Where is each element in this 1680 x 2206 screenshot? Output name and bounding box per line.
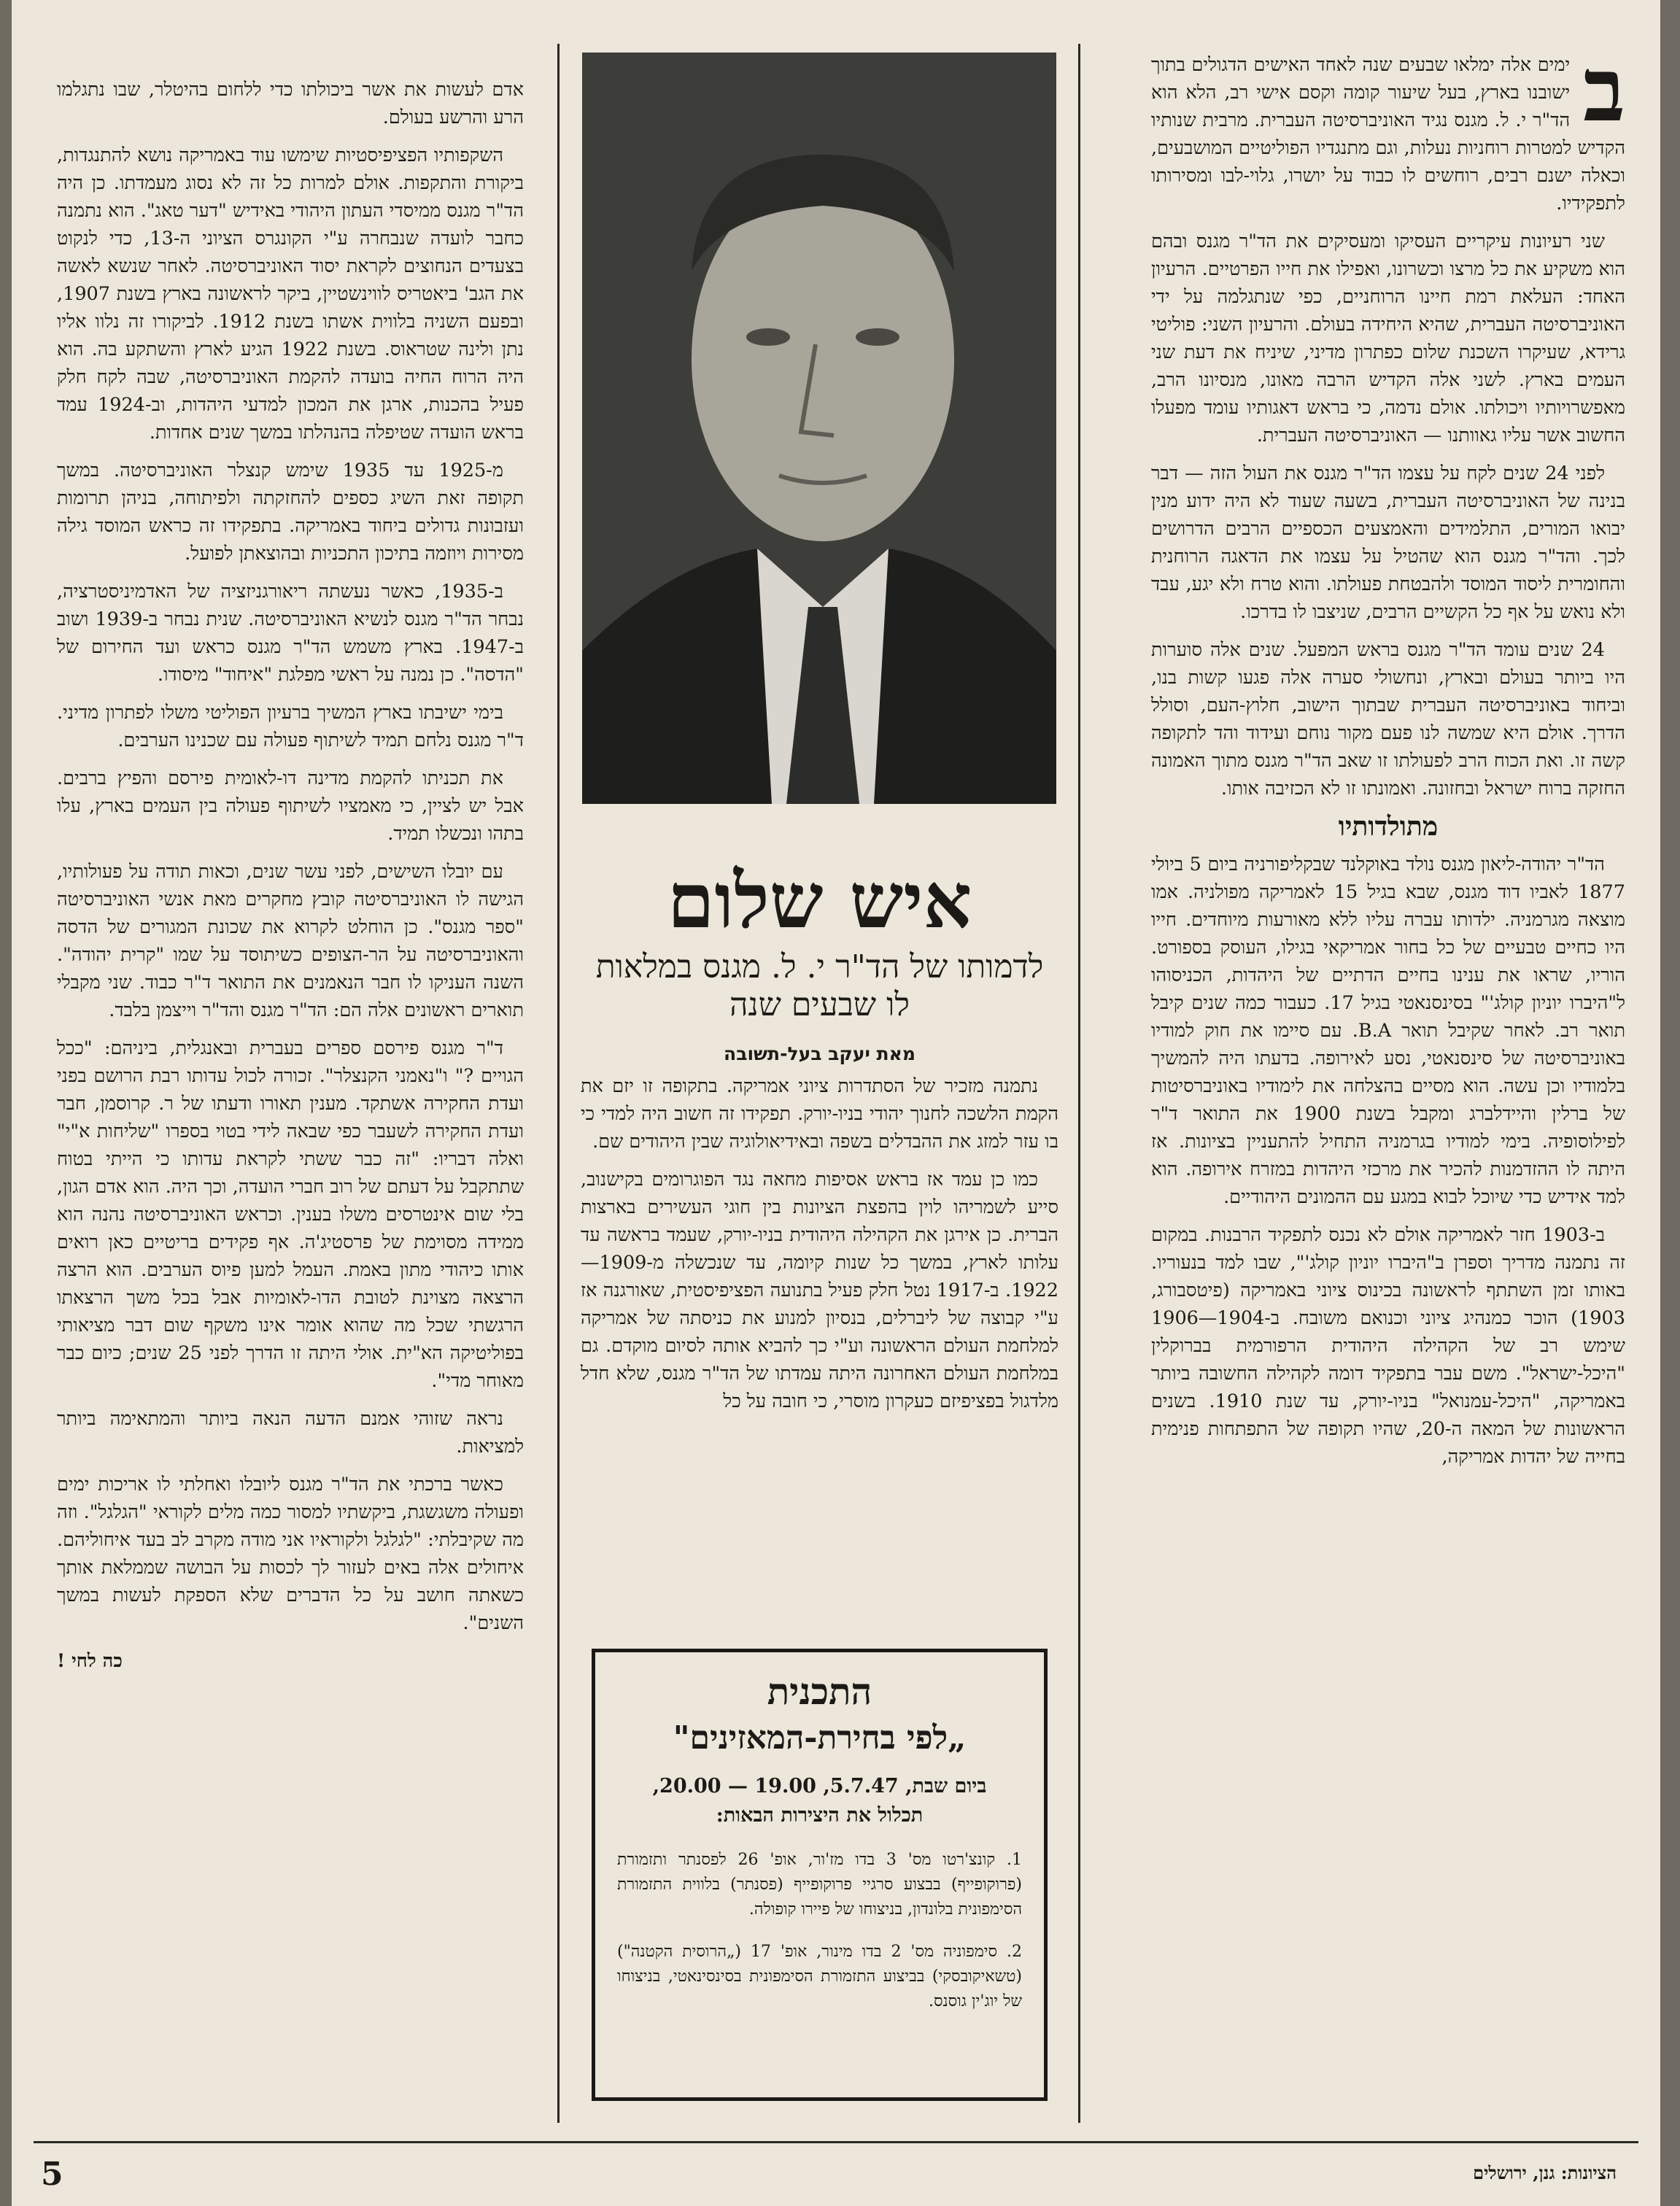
drop-cap: ב — [1583, 39, 1625, 142]
footer-source: הציונות: גנן, ירושלים — [1473, 2162, 1617, 2183]
article-paragraph: ב-1935, כאשר נעשתה ריאורגניזציה של האדמיניסטרציה, נבחר הד"ר מגנס לנשיא האוניברסיטה. שנית נבחר ב-1939 ושוב ב-1947. בארץ משמש הד"ר מגנס כראש ועד החירום של "הדסה". כן נמנה על ראשי מפלגת "איחוד" מיסודו. — [57, 581, 524, 686]
portrait-photo — [582, 53, 1056, 804]
program-intro: תכלול את היצירות הבאות: — [716, 1804, 924, 1827]
program-title: התכנית — [767, 1670, 872, 1713]
article-paragraph: נראה שזוהי אמנם הדעה הנאה ביותר והמתאימה ביותר למציאות. — [57, 1408, 524, 1458]
article-paragraph: אדם לעשות את אשר ביכולתו כדי ללחום בהיטלר, שבו נתגלמו הרע והרשע בעולם. — [57, 79, 524, 128]
article-paragraph: ד"ר מגנס פירסם ספרים בעברית ובאנגלית, ביניהם: "ככל הגויים ?" ו"נאמני הקנצלר". זכורה לכול עדותו רבת הרושם בפני ועדת החקירה אשתקד. מענין תאורו ודעתו של ר. קרוסמן, חבר ועדת החקירה לשעבר כפי שבאה לידי בטוי בספרו "שליחות א"י" ואלה דבריו: "זה כבר ששתי לקראת עדותו כי הייתי בטוח שתתקבל על דעתם של רוב חברי הועדה, וכך היה. הוא אדם הגון, בלי שום אינטרסים משלו בענין. וכראש האוניברסיטה נהנה הוא ממידה מסוימת של פרסטיג'ה. אף פקידים בריטיים כאן רואים אותו כיהודי מתון באמת. העמל למען פיוס הערבים. הוא הרצה הרצאה מצוינת לטובת הדו-לאומיות אבל בכל משך הרצאתו הרגשתי שכל מה שהוא אומר אינו משקף שום דבר מציאותי בפוליטיקה הא"ית. אולי היתה זו הדרך לפני 25 שנים; כיום כבר מאוחר מדי". — [57, 1037, 524, 1392]
radio-program-box — [592, 1649, 1048, 2101]
article-paragraph: מ-1925 עד 1935 שימש קנצלר האוניברסיטה. במשך תקופה זאת השיג כספים להחזקתה ולפיתוחה, בניהן תרומות ועזבונות גדולים ביחוד באמריקה. בתפקידו זה כראש המוסד גילה מסירות ויוזמה בתיכון התכניות ובהוצאתן לפועל. — [57, 460, 524, 565]
program-item: 2. סימפוניה מס' 2 בדו מינור, אופ' 17 („הרוסית הקטנה") (טשאיקובסקי) בביצוע התזמורת הסימפונית בסינסינאטי, בניצוחו של יוג'ין גוסנס. — [617, 1943, 1022, 2010]
headline: איש שלום — [667, 856, 972, 945]
middle-column — [581, 1072, 1058, 1425]
signoff: כה לחי ! — [57, 1650, 123, 1672]
program-date: ביום שבת, 5.7.47, 19.00 — 20.00, — [652, 1775, 987, 1797]
article-title-block — [581, 856, 1058, 1064]
article-paragraph: שני רעיונות עיקריים העסיקו ומעסיקים את הד"ר מגנס ובהם הוא משקיע את כל מרצו וכשרונו, ואפילו את חייו הפרטיים. הרעיון האחד: העלאת רמת חיינו הרוחניים, כפי שנתגלמה על ידי האוניברסיטה העברית, שהיא היחידה בעולם. והרעיון השני: פוליטי גרידא, שעיקרו השכנת שלום כפתרון מדיני, שיניח את דעת שני העמים בארץ. לשני אלה הקדיש הרבה מאונו, מנסיונו הרב, מאפשרויותיו ויכולתו. אולם נדמה, כי בראש דאגותיו עומד מפעלו החשוב אשר עליו גאוותנו — האוניברסיטה העברית. — [1151, 231, 1625, 446]
subheadline: לדמותו של הד"ר י. ל. מגנס במלאות לו שבעים שנה — [595, 948, 1044, 1023]
article-paragraph: השקפותיו הפציפיסטיות שימשו עוד באמריקה נושא להתנגדות, ביקורת והתקפות. אולם למרות כל זה לא נסוג מעמדתו. כן היה הד"ר מגנס ממיסדי העתון היהודי באידיש "דער טאג". הוא נתמנה כחבר לועדה שנבחרה ע"י הקונגרס הציוני ה-13, כדי לנקוט בצעדים הנחוצים לקראת יסוד האוניברסיטה. לאחר שנשא לאשה את הגב' ביאטריס לווינשטיין, ביקר לראשונה בארץ בשנת 1907, ובפעם השניה בלווית אשתו בשנת 1912. לביקורו זה נלוו אליו נתן ולינה שטראוס. בשנת 1922 הגיע לארץ והשתקע בה. הוא היה הרוח החיה בועדה להקמת האוניברסיטה, שבה לקח חלק פעיל בהכנות, ארגן את המכון למדעי היהדות, וב-1924 עמד בראש הועדה שטיפלה בהנהלתו במשך שנים אחדות. — [57, 144, 524, 444]
article-paragraph: לפני 24 שנים לקח על עצמו הד"ר מגנס את העול הזה — דבר בנינה של האוניברסיטה העברית, בשעה שעוד לא היה ידוע מנין יבואו המורים, התלמידים והאמצעים הכספיים הרבים הדרושים לכך. והד"ר מגנס הוא שהטיל על עצמו את הדאגה הרוחנית והחומרית ליסוד המוסד ולהבטחת פעולתו. והוא טרח ולא יגע, עבד ולא נואש על אף כל הקשיים הרבים, שניצבו לו בדרכו. — [1151, 463, 1625, 623]
column-divider — [1078, 44, 1080, 2123]
article-paragraph: ימים אלה ימלאו שבעים שנה לאחד האישים הדגולים בתוך ישובנו בארץ, בעל שיעור קומה וקסם אישי רב, הלא הוא הד"ר י. ל. מגנס נגיד האוניברסיטה העברית. מרבית שנותיו הקדיש למטרות רוחניות נעלות, וגם מתנגדיו הפוליטיים המושבעים, וכאלה ישנם רבים, רוחשים לו כבוד על יושרו, גלוי-לבו ומסירותו לתפקידיו. — [1151, 54, 1625, 214]
page-number: 5 — [41, 2156, 63, 2193]
article-paragraph: הד"ר יהודה-ליאון מגנס נולד באוקלנד שבקליפורניה ביום 5 ביולי 1877 לאביו דוד מגנס, שבא בגיל 15 לאמריקה מפולניה. אמו מוצאה מגרמניה. ילדותו עברה עליו ללא מאורעות מיוחדים. חייו היו כחיים טבעיים של כל בחור אמריקאי בגילו, העוסק בספורט. הוריו, שראו את ענינו בחיים הדתיים של היהדות, הכניסוהו ל"היברו יוניון קולג'" בסינסנאטי בגיל 17. כעבור כמה שנים קיבל תואר רב. לאחר שקיבל תואר B.A. עם סיימו את חוק למודיו באוניברסיטה של סינסנאטי, נסע לאירופה. בדעתו היה להמשיך בלמודיו וכן עשה. הוא מסיים בהצלחה את לימודיו באוניברסיטות של ברלין והיידלברג ומקבל בשנת 1900 את התואר ד"ר לפילוסופיה. בימי למודיו בגרמניה התחיל להתעניין בציונות. אז היתה לו ההזדמנות להכיר את מרכזי היהדות במזרח אירופה. הוא למד אידיש כדי שיוכל לבוא במגע עם ההמונים היהודיים. — [1151, 854, 1625, 1208]
article-paragraph: כמו כן עמד אז בראש אסיפות מחאה נגד הפוגרומים בקישנוב, סייע לשמריהו לוין בהפצת הציונות בין חוגי העשירים בארצות הברית. כן אירגן את הקהילה היהודית בניו-יורק, שעמד בראשה עד עלותו לארץ, במשך כל שנות קיומה, עד שנכשלה מ-1909—1922. ב-1917 נטל חלק פעיל בתנועה הפציפיסטית, שאורגנה אז ע"י קבוצה של ליברלים, בנסיון למנוע את כניסתה של אמריקה למלחמת העולם הראשונה וע"י כך להביא אותה לסיום מוקדם. גם במלחמת העולם האחרונה היתה עמדתו של הד"ר מגנס, שלא חדל מלדגול בפציפיזם כעקרון מוסרי, כי חובה על כל — [581, 1169, 1058, 1412]
left-column — [57, 76, 524, 1685]
program-subtitle: „לפי בחירת-המאזינים" — [673, 1719, 967, 1757]
article-paragraph: 24 שנים עומד הד"ר מגנס בראש המפעל. שנים אלה סוערות היו ביותר בעולם ובארץ, ונחשולי סערה אלה פגעו קשות בנו, וביחוד באוניברסיטה העברית שבתוך הישוב, חלוץ-העם, וסולל הדרך. אולם היא שמשה לנו פעם מקור נוחם ועידוד והד לתקופה קשה זו. ואת הכוח הרב לפעולתו זו שאב הד"ר מגנס מתוך האמונה החזקה ברוח ישראל ובחזונה. ואמונתו זו לא הכזיבה אותו. — [1151, 639, 1625, 800]
article-paragraph: כאשר ברכתי את הד"ר מגנס ליובלו ואחלתי לו אריכות ימים ופעולה משגשגת, ביקשתיו למסור כמה מלים לקוראי "הגלגל". וזה מה שקיבלתי: "לגלגל ולקוראיו אני מודה מקרב לב בעד איחוליהם. איחולים אלה באים לעזור לך לכסות על הבושה שממלאת אותך כשאתה חושב על כל הדברים שלא הספקת לעשות במשך השנים". — [57, 1474, 524, 1634]
article-paragraph: את תכניתו להקמת מדינה דו-לאומית פירסם והפיץ ברבים. אבל יש לציין, כי מאמציו לשיתוף פעולה בין העמים בארץ, עלו בתהו ונכשלו תמיד. — [57, 767, 524, 845]
newspaper-page — [12, 0, 1660, 2206]
article-paragraph: ב-1903 חזר לאמריקה אולם לא נכנס לתפקיד הרבנות. במקום זה נתמנה מדריך וספרן ב"היברו יוניון קולג'", שבו למד בנעוריו. באותו זמן השתתף לראשונה בכינוס ציוני באמריקה (פיטסבורג, 1903) הוכר כמנהיג ציוני וכנואם משובח. ב-1904—1906 שימש רב של הקהילה היהודית הרפורמית בברוקלין "היכל-ישראל". משם עבר בתפקיד דומה לקהילה החשובה ביותר באמריקה, "היכל-עמנואל" בניו-יורק, עד שנת 1910. בשנים הראשונות של המאה ה-20, שהיו תקופה של התפתחות פנימית בחייה של יהדות אמריקה, — [1151, 1224, 1626, 1468]
article-paragraph: עם יובלו השישים, לפני עשר שנים, וכאות תודה על פעולותיו, הגישה לו האוניברסיטה קובץ מחקרים מאת אנשי האוניברסיטה "ספר מגנס". כן הוחלט לקרוא את שכונת המגורים של הדסה והאוניברסיטה על הר-הצופים כשיתוסד על שמו "קרית יהודה". השנה העניקו לו חבר הנאמנים את התואר ד"ר כבוד. שני מקבלי תוארים ראשונים אלה הם: הד"ר מגנס והד"ר וייצמן בלבד. — [57, 861, 524, 1021]
footer-rule — [34, 2141, 1638, 2143]
byline: מאת יעקב בעל-תשובה — [724, 1043, 916, 1064]
program-item: 1. קונצ'רטו מס' 3 בדו מז'ור, אופ' 26 לפסנתר ותזמורת (פרוקופייף) בבצוע סרגיי פרוקופייף (פסנתר) בלווית התזמורת הסימפונית בלונדון, בניצוחו של פיירו קופולה. — [617, 1851, 1022, 1919]
article-paragraph: נתמנה מזכיר של הסתדרות ציוני אמריקה. בתקופה זו יזם את הקמת הלשכה לחנוך יהודי בניו-יורק. תפקידו זה חשוב היה למדי כי בו עזר למזג את ההבדלים בשפה ובאידיאולוגיה שבין היהודים שם. — [581, 1075, 1058, 1153]
right-column — [1151, 39, 1626, 1481]
section-heading: מתולדותיו — [1338, 811, 1439, 842]
column-divider — [557, 44, 560, 2123]
portrait-illustration — [582, 53, 1056, 804]
article-paragraph: בימי ישיבתו בארץ המשיך ברעיון הפוליטי משלו לפתרון מדיני. ד"ר מגנס נלחם תמיד לשיתוף פעולה עם שכנינו הערבים. — [57, 702, 524, 751]
